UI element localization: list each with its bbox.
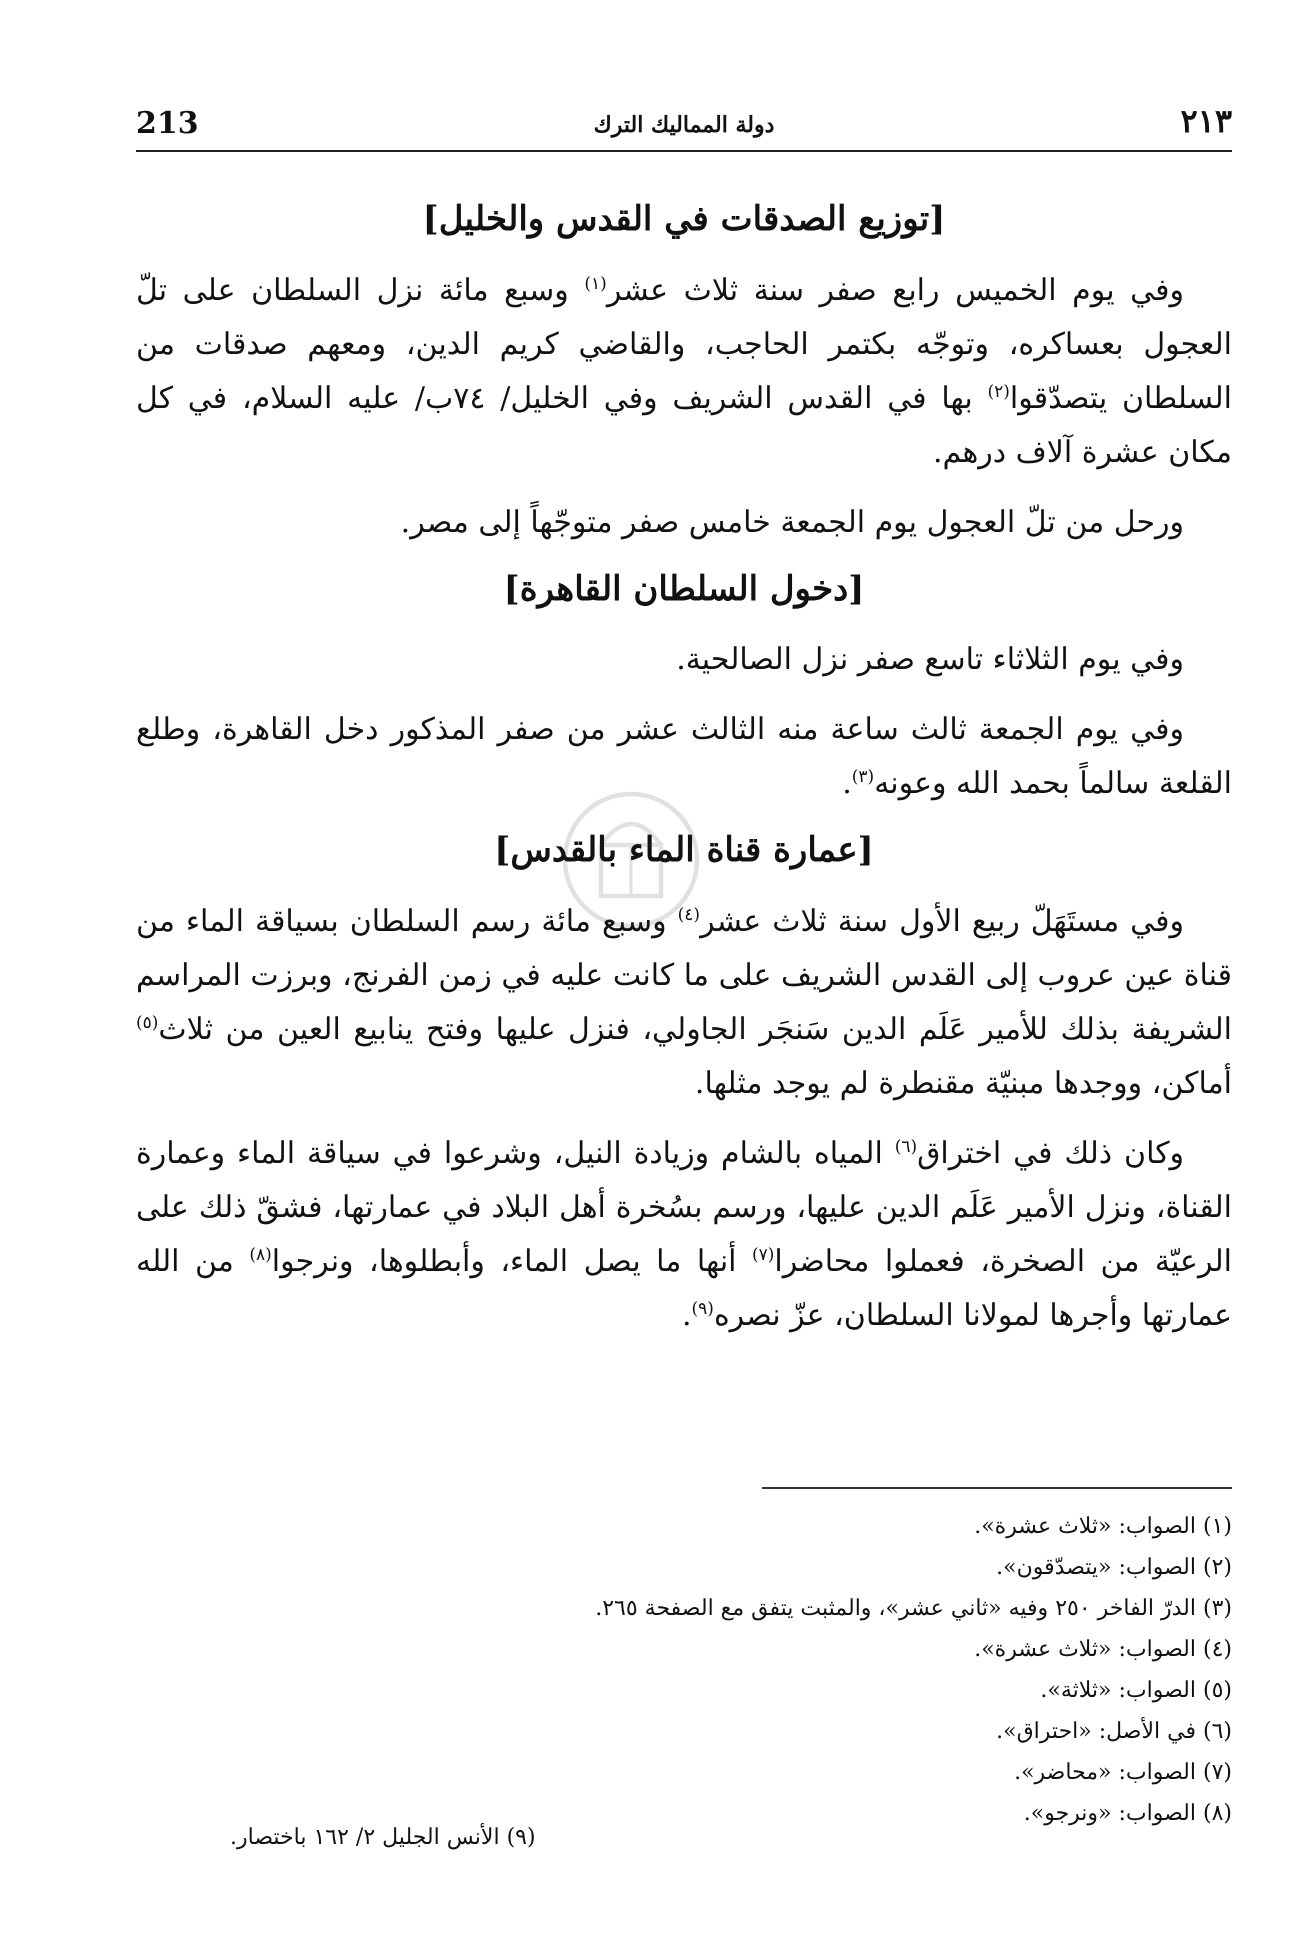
footnote: (٨) الصواب: «ونرجو».: [1023, 1801, 1232, 1826]
footnote: (٧) الصواب: «محاضر».: [1014, 1760, 1232, 1785]
paragraph: [136, 895, 1232, 1111]
paragraph: [136, 633, 1232, 687]
text-run: وفي يوم الجمعة ثالث ساعة منه الثالث عشر من صفر المذكور دخل القاهرة، وطلع القلعة سالماً بحمد الله وعونه: [136, 712, 1232, 802]
footnote-separator: [762, 1487, 1232, 1489]
text-run: وفي مستَهَلّ ربيع الأول سنة ثلاث عشر: [700, 903, 1184, 939]
text-run: بها في القدس الشريف وفي الخليل/ ٧٤ب/ عليه السلام، في كل مكان عشرة آلاف درهم.: [136, 380, 1232, 470]
footnote-marker: (٢): [987, 381, 1010, 402]
section-heading: [توزيع الصدقات في القدس والخليل]: [422, 199, 946, 239]
footnote-marker: (٥): [136, 1012, 159, 1033]
footnote-marker: (٦): [894, 1136, 918, 1157]
footnote: (٢) الصواب: «يتصدّقون».: [996, 1555, 1232, 1580]
text-run: وسبع مائة رسم السلطان بسياقة الماء من قناة عين عروب إلى القدس الشريف على ما كانت عليه في زمن الفرنج، وبرزت المراسم الشريفة بذلك للأمير عَلَم الدين سَنجَر الجاولي، فنزل عليها وفتح ينابيع العين من ثلاث: [136, 903, 1232, 1047]
paragraph: [136, 264, 1232, 480]
footnote: (٣) الدرّ الفاخر ٢٥٠ وفيه «ثاني عشر»، والمثبت يتفق مع الصفحة ٢٦٥.: [595, 1596, 1232, 1621]
section-heading: [عمارة قناة الماء بالقدس]: [494, 830, 874, 871]
paragraph: [136, 1127, 1232, 1343]
paragraph: [136, 703, 1232, 811]
text-run: وسبع مائة نزل السلطان على تلّ العجول بعساكره، وتوجّه بكتمر الحاجب، والقاضي كريم الدين، ومعهم صدقات من السلطان يتصدّقوا: [136, 272, 1232, 416]
text-run: وفي يوم الثلاثاء تاسع صفر نزل الصالحية.: [676, 642, 1184, 678]
text-run: ورحل من تلّ العجول يوم الجمعة خامس صفر متوجّهاً إلى مصر.: [400, 504, 1184, 540]
footnote: (٥) الصواب: «ثلاثة».: [1040, 1678, 1232, 1703]
running-title: دولة المماليك الترك: [593, 112, 775, 138]
page-header: [136, 96, 1232, 152]
footnote-marker: (١): [584, 273, 607, 294]
text-run: وكان ذلك في اختراق: [917, 1135, 1184, 1171]
text-run: أماكن، ووجدها مبنيّة مقنطرة لم يوجد مثلها.: [694, 1065, 1232, 1101]
text-run: .: [681, 1297, 692, 1333]
footnote: (٦) في الأصل: «احتراق».: [996, 1719, 1232, 1744]
text-run: .: [842, 766, 852, 802]
text-run: وفي يوم الخميس رابع صفر سنة ثلاث عشر: [606, 272, 1184, 308]
text-run: أنها ما يصل الماء، وأبطلوها، ونرجوا: [271, 1243, 752, 1279]
section-heading: [دخول السلطان القاهرة]: [503, 568, 865, 609]
footnote-marker: (٨): [249, 1244, 272, 1265]
footnotes: [136, 1506, 1232, 1834]
text-run: المياه بالشام وزيادة النيل، وشرعوا في سياقة الماء وعمارة القناة، ونزل الأمير عَلَم الدين عليها، ورسم بسُخرة أهل البلاد في عمارتها، فشقّ ذلك على الرعيّة من الصخرة، فعملوا محاضرا: [136, 1135, 1233, 1279]
footnote-marker: (٣): [851, 767, 875, 788]
page-number-latin: 213: [136, 106, 199, 141]
main-text: [136, 196, 1232, 1359]
paragraph: [136, 496, 1232, 550]
page-number-arabic: ٢١٣: [1180, 102, 1232, 140]
footnote: (١) الصواب: «ثلاث عشرة».: [974, 1514, 1232, 1539]
footnote-marker: (٤): [677, 904, 701, 925]
header-rule: [136, 150, 1232, 152]
text-run: من الله عمارتها وأجرها لمولانا السلطان، عزّ نصره: [136, 1243, 1232, 1333]
footnote: (٤) الصواب: «ثلاث عشرة».: [974, 1637, 1232, 1662]
footnote-marker: (٩): [691, 1298, 714, 1319]
footnote-9: (٩) الأنس الجليل ٢/ ١٦٢ باختصار.: [230, 1825, 536, 1850]
footnote-marker: (٧): [751, 1244, 775, 1265]
